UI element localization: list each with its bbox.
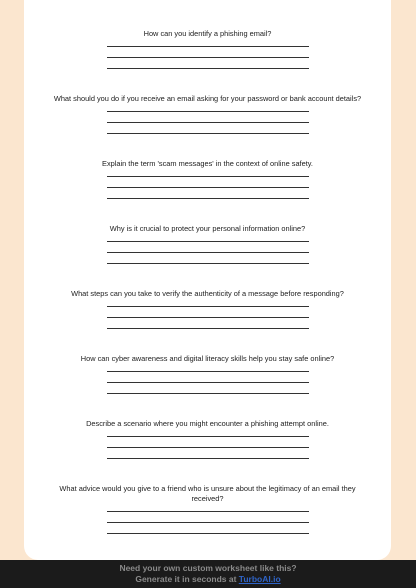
answer-line[interactable]: [107, 198, 309, 199]
question-block: [24, 224, 391, 264]
answer-line[interactable]: [107, 57, 309, 58]
answer-line[interactable]: [107, 133, 309, 134]
question-text: What advice would you give to a friend who is unsure about the legitimacy of an email they received?: [59, 484, 356, 503]
answer-line[interactable]: [107, 522, 309, 523]
question-block: [24, 94, 391, 134]
answer-line[interactable]: [107, 393, 309, 394]
answer-line[interactable]: [107, 263, 309, 264]
answer-line[interactable]: [107, 46, 309, 47]
answer-line[interactable]: [107, 447, 309, 448]
question-text: How can cyber awareness and digital literacy skills help you stay safe online?: [80, 354, 335, 363]
promo-line-2-text: Generate it in seconds at: [135, 574, 239, 584]
question-text: Explain the term 'scam messages' in the context of online safety.: [102, 159, 313, 168]
question-block: [24, 354, 391, 394]
question-block: [24, 159, 391, 199]
question-block: [24, 289, 391, 329]
answer-line[interactable]: [107, 111, 309, 112]
answer-line[interactable]: [107, 533, 309, 534]
question-text: Describe a scenario where you might encounter a phishing attempt online.: [86, 419, 329, 428]
promo-line-1: Need your own custom worksheet like this?: [119, 563, 297, 573]
answer-line[interactable]: [107, 458, 309, 459]
answer-line[interactable]: [107, 187, 309, 188]
answer-line[interactable]: [107, 511, 309, 512]
turboai-link[interactable]: TurboAI.io: [238, 574, 281, 584]
answer-line[interactable]: [107, 436, 309, 437]
promo-line-2: [0, 574, 416, 585]
question-text: What should you do if you receive an email asking for your password or bank account details?: [53, 94, 362, 103]
question-block: [24, 419, 391, 459]
question-block: [24, 484, 391, 534]
question-block: [24, 29, 391, 69]
answer-line[interactable]: [107, 371, 309, 372]
answer-line[interactable]: [107, 176, 309, 177]
question-text: What steps can you take to verify the authenticity of a message before responding?: [71, 289, 344, 298]
promo-footer: [0, 560, 416, 588]
answer-line[interactable]: [107, 306, 309, 307]
answer-line[interactable]: [107, 122, 309, 123]
answer-line[interactable]: [107, 68, 309, 69]
question-text: Why is it crucial to protect your personal information online?: [109, 224, 306, 233]
worksheet-page: [24, 0, 391, 560]
answer-line[interactable]: [107, 252, 309, 253]
question-text: How can you identify a phishing email?: [143, 29, 272, 38]
answer-line[interactable]: [107, 382, 309, 383]
answer-line[interactable]: [107, 241, 309, 242]
answer-line[interactable]: [107, 328, 309, 329]
answer-line[interactable]: [107, 317, 309, 318]
